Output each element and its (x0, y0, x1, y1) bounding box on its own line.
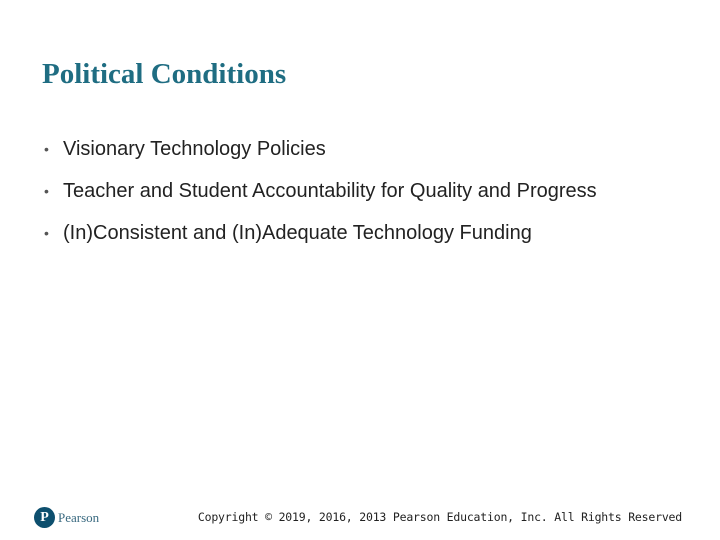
bullet-icon: • (44, 225, 49, 241)
pearson-logo-icon: P (34, 507, 55, 528)
bullet-item (44, 219, 684, 247)
bullet-icon: • (44, 183, 49, 199)
bullet-icon: • (44, 141, 49, 157)
bullet-list (44, 135, 684, 261)
pearson-wordmark: Pearson (58, 509, 100, 525)
bullet-item (44, 135, 684, 163)
bullet-item (44, 177, 684, 205)
bullet-text: (In)Consistent and (In)Adequate Technology Funding (63, 222, 532, 244)
copyright-notice: Copyright © 2019, 2016, 2013 Pearson Education, Inc. All Rights Reserved (197, 510, 682, 524)
slide-title: Political Conditions (42, 58, 287, 90)
bullet-text: Visionary Technology Policies (63, 138, 326, 160)
pearson-logo (34, 507, 99, 528)
bullet-text: Teacher and Student Accountability for Quality and Progress (63, 180, 597, 202)
